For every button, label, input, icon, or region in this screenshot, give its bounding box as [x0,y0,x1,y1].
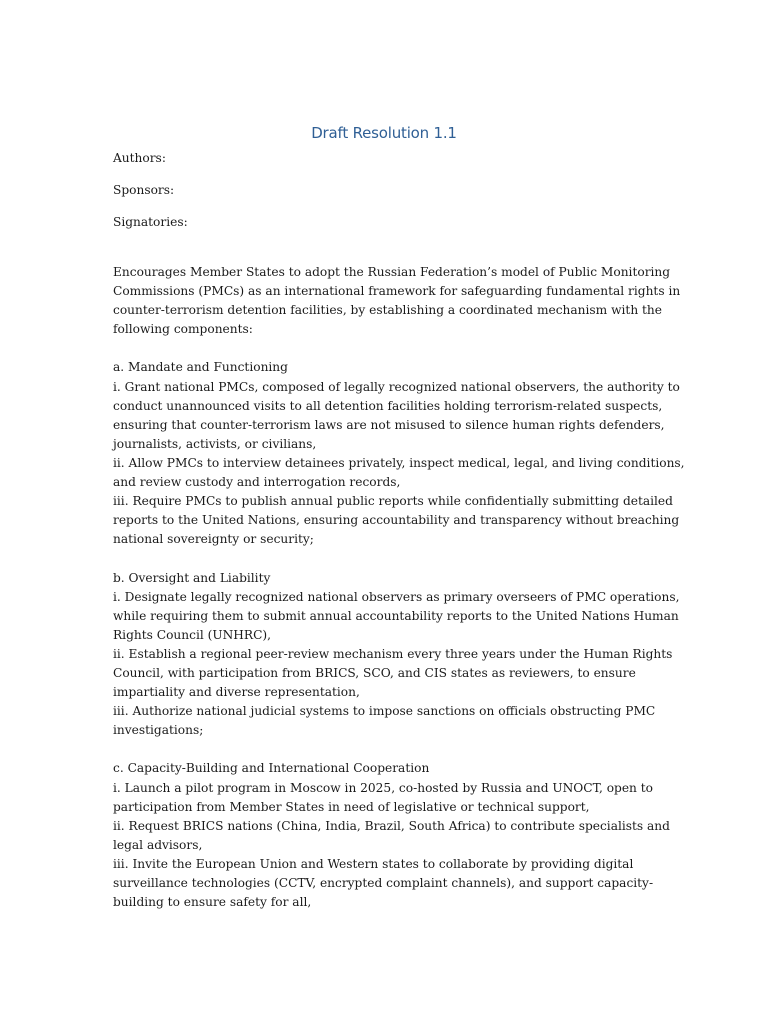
section-heading: b. Oversight and Liability [113,570,271,585]
section-line: iii. Require PMCs to publish annual public reports while confidentially submitting detailed [113,494,673,509]
document-title: Draft Resolution 1.1 [311,124,457,142]
resolution-body [113,263,685,912]
section-line: ii. Allow PMCs to interview detainees privately, inspect medical, legal, and living conditions, [113,455,685,470]
section-line: while requiring them to submit annual accountability reports to the United Nations Human [113,608,679,623]
section-line: legal advisors, [113,837,203,852]
section-line: building to ensure safety for all, [113,895,312,910]
intro-line: Commissions (PMCs) as an international framework for safeguarding fundamental rights in [113,284,681,299]
section-line: impartiality and diverse representation, [113,685,360,700]
signatories-label: Signatories: [113,215,188,229]
section-line: ensuring that counter-terrorism laws are not misused to silence human rights defenders, [113,417,665,432]
section-line: i. Launch a pilot program in Moscow in 2025, co-hosted by Russia and UNOCT, open to [113,780,654,795]
section-line: conduct unannounced visits to all detention facilities holding terrorism-related suspects, [113,398,663,413]
section-capacity-building [113,759,670,912]
section-heading: c. Capacity-Building and International Cooperation [113,761,430,776]
intro-line: following components: [113,322,253,337]
section-line: journalists, activists, or civilians, [113,436,317,451]
intro-paragraph [113,263,681,339]
section-line: i. Designate legally recognized national observers as primary overseers of PMC operations, [113,589,680,604]
section-line: and review custody and interrogation records, [113,475,401,490]
section-line: national sovereignty or security; [113,532,314,547]
sponsors-label: Sponsors: [113,183,175,197]
section-line: Rights Council (UNHRC), [113,627,272,642]
section-line: Council, with participation from BRICS, SCO, and CIS states as reviewers, to ensure [113,665,636,680]
section-line: ii. Establish a regional peer-review mechanism every three years under the Human Rights [113,646,673,661]
section-line: participation from Member States in need of legislative or technical support, [113,799,590,814]
section-line: reports to the United Nations, ensuring accountability and transparency without breaching [113,513,680,528]
intro-line: counter-terrorism detention facilities, by establishing a coordinated mechanism with the [113,303,662,318]
section-line: iii. Authorize national judicial systems to impose sanctions on officials obstructing PMC [113,704,656,719]
intro-line: Encourages Member States to adopt the Russian Federation’s model of Public Monitoring [113,265,671,279]
section-line: surveillance technologies (CCTV, encrypted complaint channels), and support capacity- [113,876,654,890]
section-heading: a. Mandate and Functioning [113,360,288,375]
section-line: iii. Invite the European Union and Western states to collaborate by providing digital [113,856,634,871]
section-oversight [113,569,680,741]
section-line: investigations; [113,723,204,738]
authors-label: Authors: [113,151,166,165]
section-line: i. Grant national PMCs, composed of legally recognized national observers, the authority to [113,379,680,394]
section-mandate [113,358,685,549]
section-line: ii. Request BRICS nations (China, India, Brazil, South Africa) to contribute specialists and [113,818,670,833]
